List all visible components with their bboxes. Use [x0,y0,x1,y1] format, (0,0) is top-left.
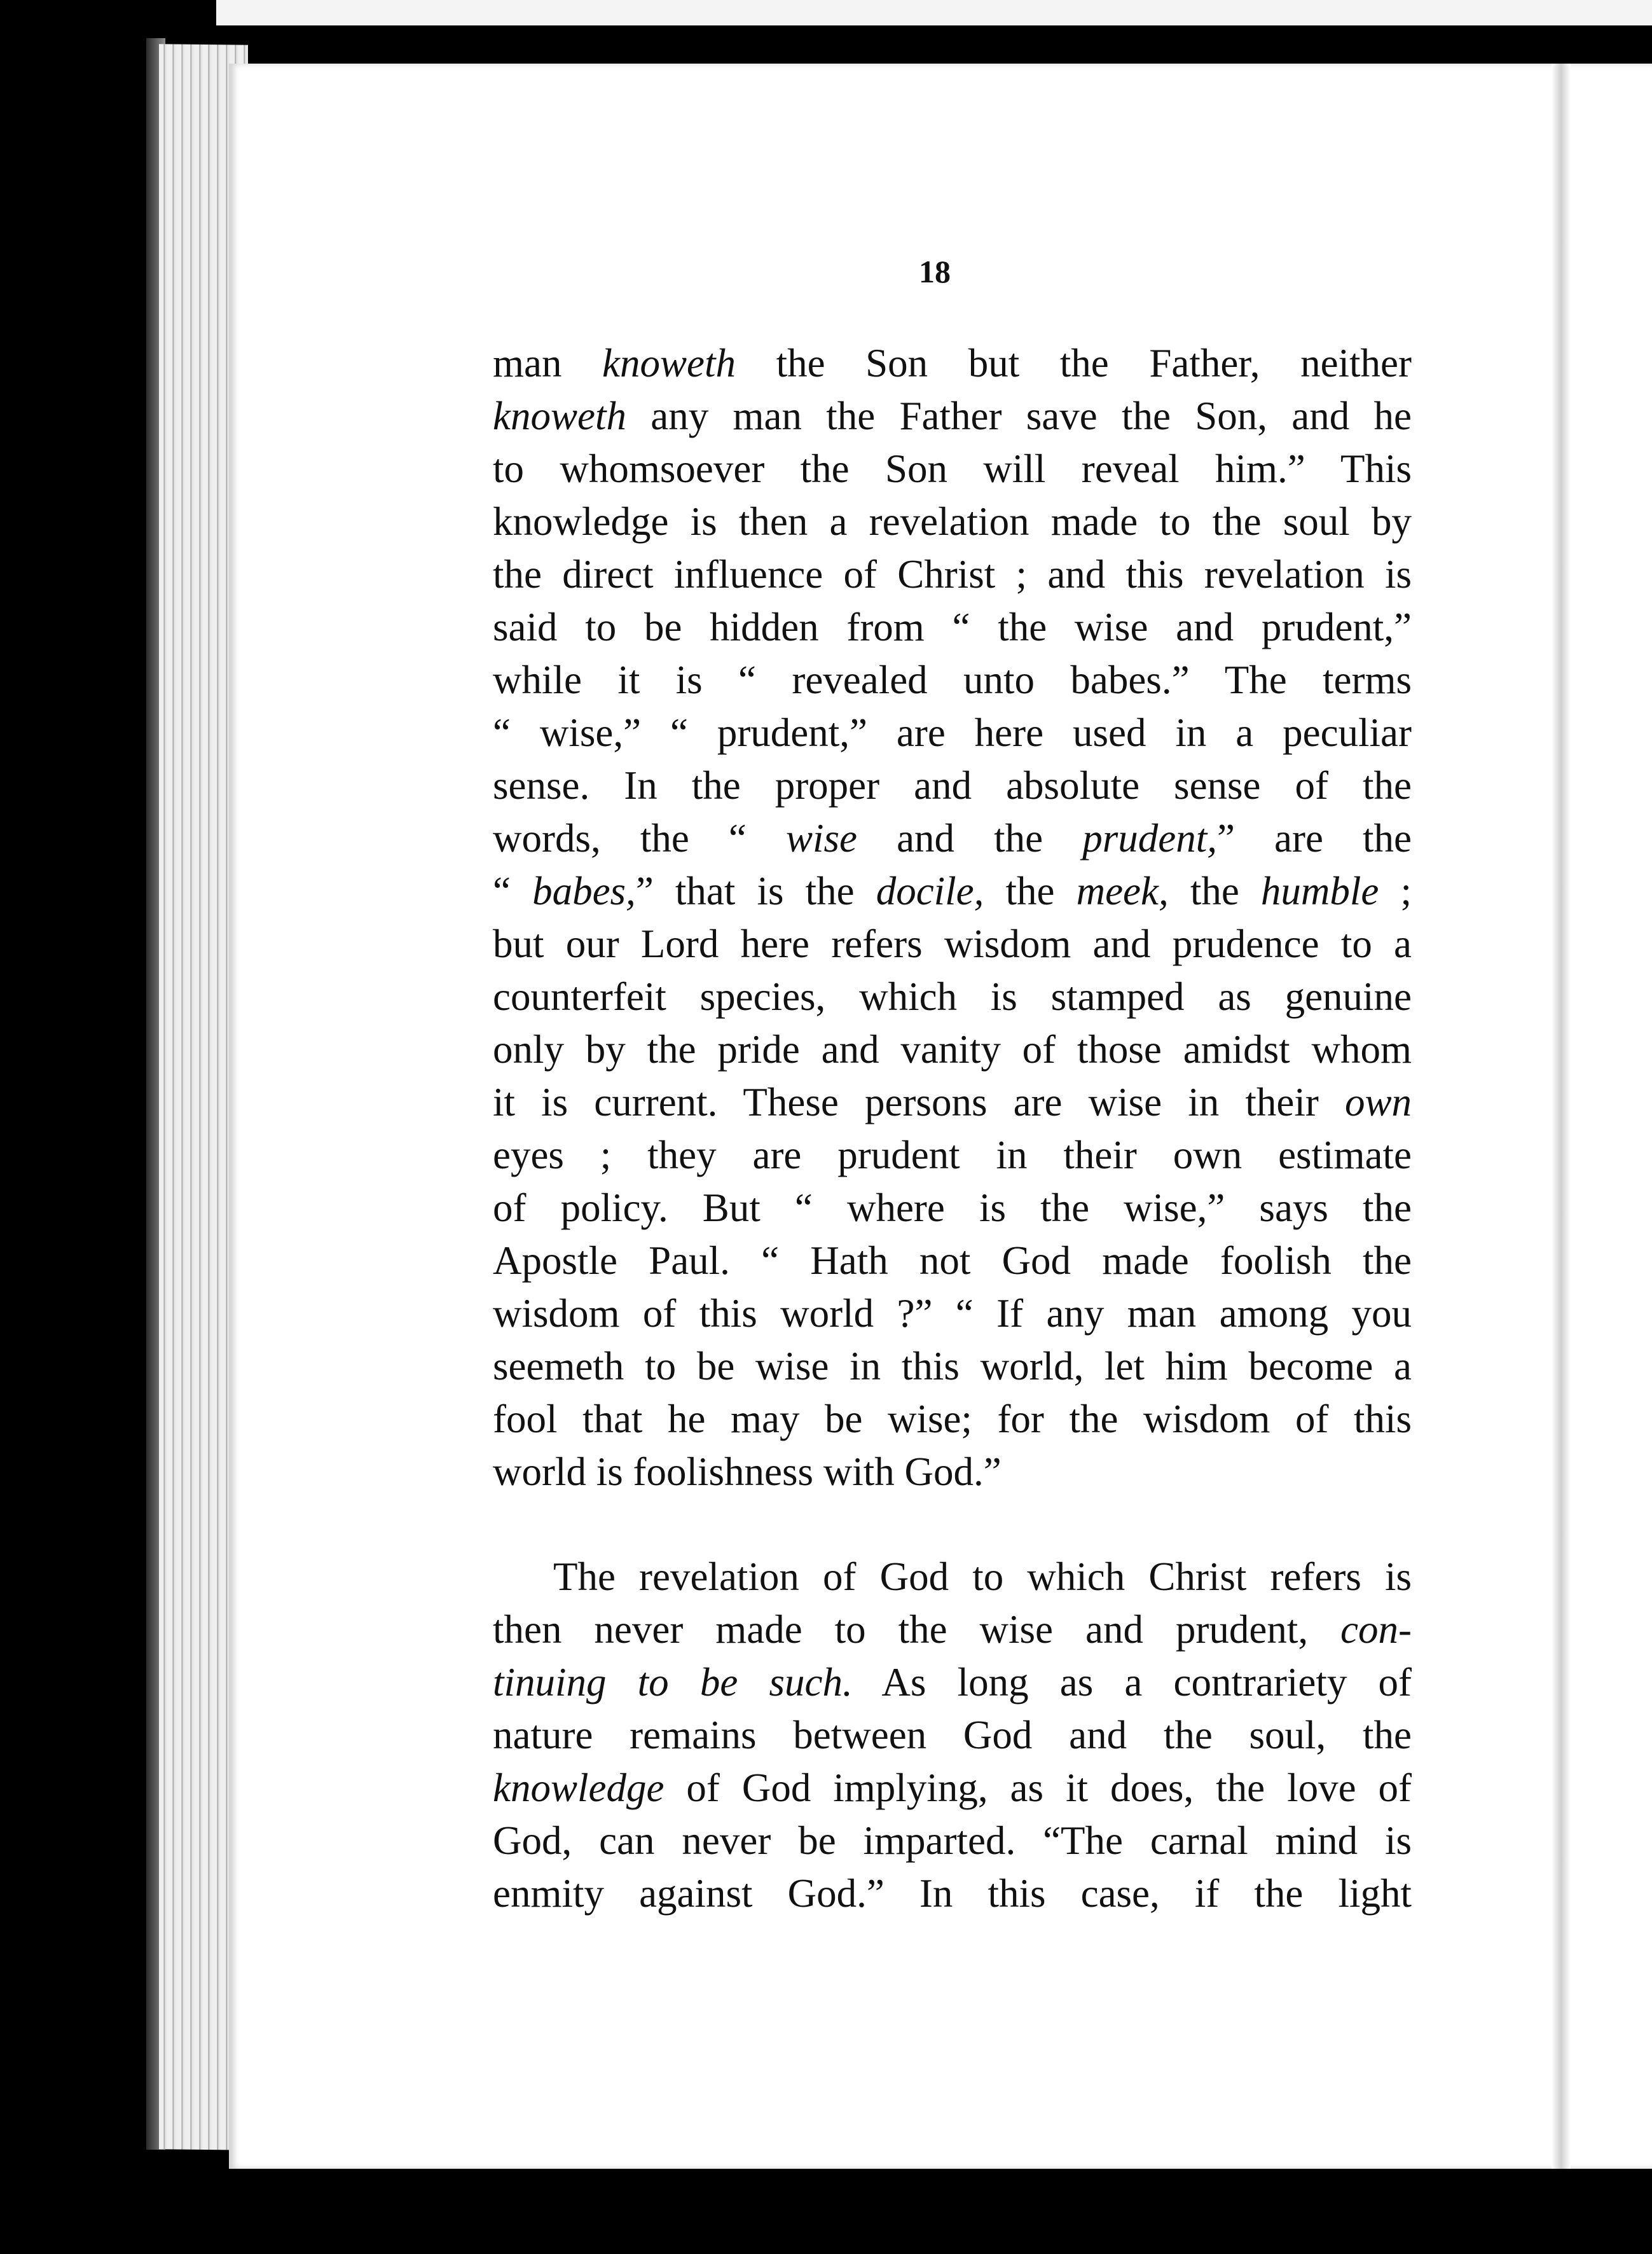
text-line [493,1446,1412,1498]
text-segment: wisdom of this world ?” “ If any man among you [493,1291,1412,1336]
italic-text-segment: knoweth [493,394,626,438]
text-segment: knowledge is then a revelation made to the soul by [493,499,1412,544]
text-line [493,865,1412,918]
paragraph-1 [493,337,1412,1498]
text-line [493,1867,1412,1920]
text-line [493,1815,1412,1867]
text-segment: it is current. These persons are wise in their [493,1080,1345,1124]
text-line [493,1287,1412,1340]
text-segment: to whomsoever the Son will reveal him.” This [493,446,1412,491]
text-segment: sense. In the proper and absolute sense of the [493,763,1412,808]
text-segment: then never made to the wise and prudent, [493,1607,1341,1652]
page-body-text [493,337,1412,1920]
text-segment: Apostle Paul. “ Hath not God made foolish the [493,1238,1412,1283]
text-line [493,1393,1412,1446]
text-segment: “ wise,” “ prudent,” are here used in a peculiar [493,710,1412,755]
text-line [493,707,1412,759]
text-segment: only by the pride and vanity of those amidst whom [493,1027,1412,1072]
text-segment: the Son but the Father, neither [736,341,1412,385]
text-line [493,654,1412,707]
text-segment: “ [493,869,533,913]
text-line [493,1762,1412,1815]
text-segment: eyes ; they are prudent in their own estimate [493,1133,1412,1177]
text-line [493,1340,1412,1393]
text-line [493,495,1412,548]
text-line [493,812,1412,865]
text-segment: said to be hidden from “ the wise and prudent,” [493,605,1412,649]
text-line [493,390,1412,443]
text-segment: while it is “ revealed unto babes.” The terms [493,658,1412,702]
text-segment: the [984,869,1077,913]
paragraph-2 [493,1551,1412,1920]
text-segment: world is foolishness with God.” [493,1449,1002,1494]
text-line [493,971,1412,1023]
text-line [493,1603,1412,1656]
italic-text-segment: humble [1260,869,1379,913]
text-segment: God, can never be imparted. “The carnal mind is [493,1818,1412,1863]
text-segment: any man the Father save the Son, and he [626,394,1412,438]
text-line [493,1656,1412,1709]
page-number: 18 [919,254,951,289]
italic-text-segment: con- [1340,1607,1412,1652]
text-segment: words, the “ [493,816,786,861]
italic-text-segment: tinuing to be such. [493,1660,853,1704]
text-segment: fool that he may be wise; for the wisdom of this [493,1397,1412,1441]
text-line [493,1551,1412,1603]
scanner-top-edge [216,0,1652,25]
text-segment: The revelation of God to which Christ refers is [553,1554,1412,1599]
text-segment: man [493,341,603,385]
text-segment: counterfeit species, which is stamped as genuine [493,974,1412,1019]
italic-text-segment: docile, [876,869,984,913]
text-line [493,1023,1412,1076]
text-line [493,1129,1412,1182]
italic-text-segment: prudent, [1082,816,1217,861]
text-line [493,1709,1412,1762]
text-line [493,337,1412,390]
italic-text-segment: meek, [1076,869,1169,913]
page-fold-edge [1552,64,1571,2169]
italic-text-segment: own [1344,1080,1412,1124]
text-line [493,1076,1412,1129]
italic-text-segment: knowledge [493,1766,664,1810]
text-line [493,759,1412,812]
text-segment: enmity against God.” In this case, if the light [493,1871,1412,1916]
text-segment: nature remains between God and the soul, the [493,1713,1412,1757]
text-segment: ; [1379,869,1412,913]
italic-text-segment: knoweth [602,341,736,385]
italic-text-segment: babes, [532,869,636,913]
text-segment: the direct influence of Christ ; and this revelation is [493,552,1412,597]
text-line [493,548,1412,601]
text-segment: but our Lord here refers wisdom and prudence to a [493,922,1412,966]
text-line [493,918,1412,971]
text-segment: and the [857,816,1083,861]
italic-text-segment: wise [785,816,857,861]
text-segment: of God implying, as it does, the love of [664,1766,1412,1810]
text-segment: the [1168,869,1261,913]
text-segment: of policy. But “ where is the wise,” says the [493,1186,1412,1230]
text-line [493,1234,1412,1287]
text-line [493,601,1412,654]
text-segment: As long as a contrariety of [852,1660,1412,1704]
text-line [493,1182,1412,1234]
text-segment: ” that is the [635,869,876,913]
text-line [493,443,1412,495]
text-segment: seemeth to be wise in this world, let him become a [493,1344,1412,1388]
paragraph-gap [493,1498,1412,1551]
text-segment: ” are the [1216,816,1412,861]
